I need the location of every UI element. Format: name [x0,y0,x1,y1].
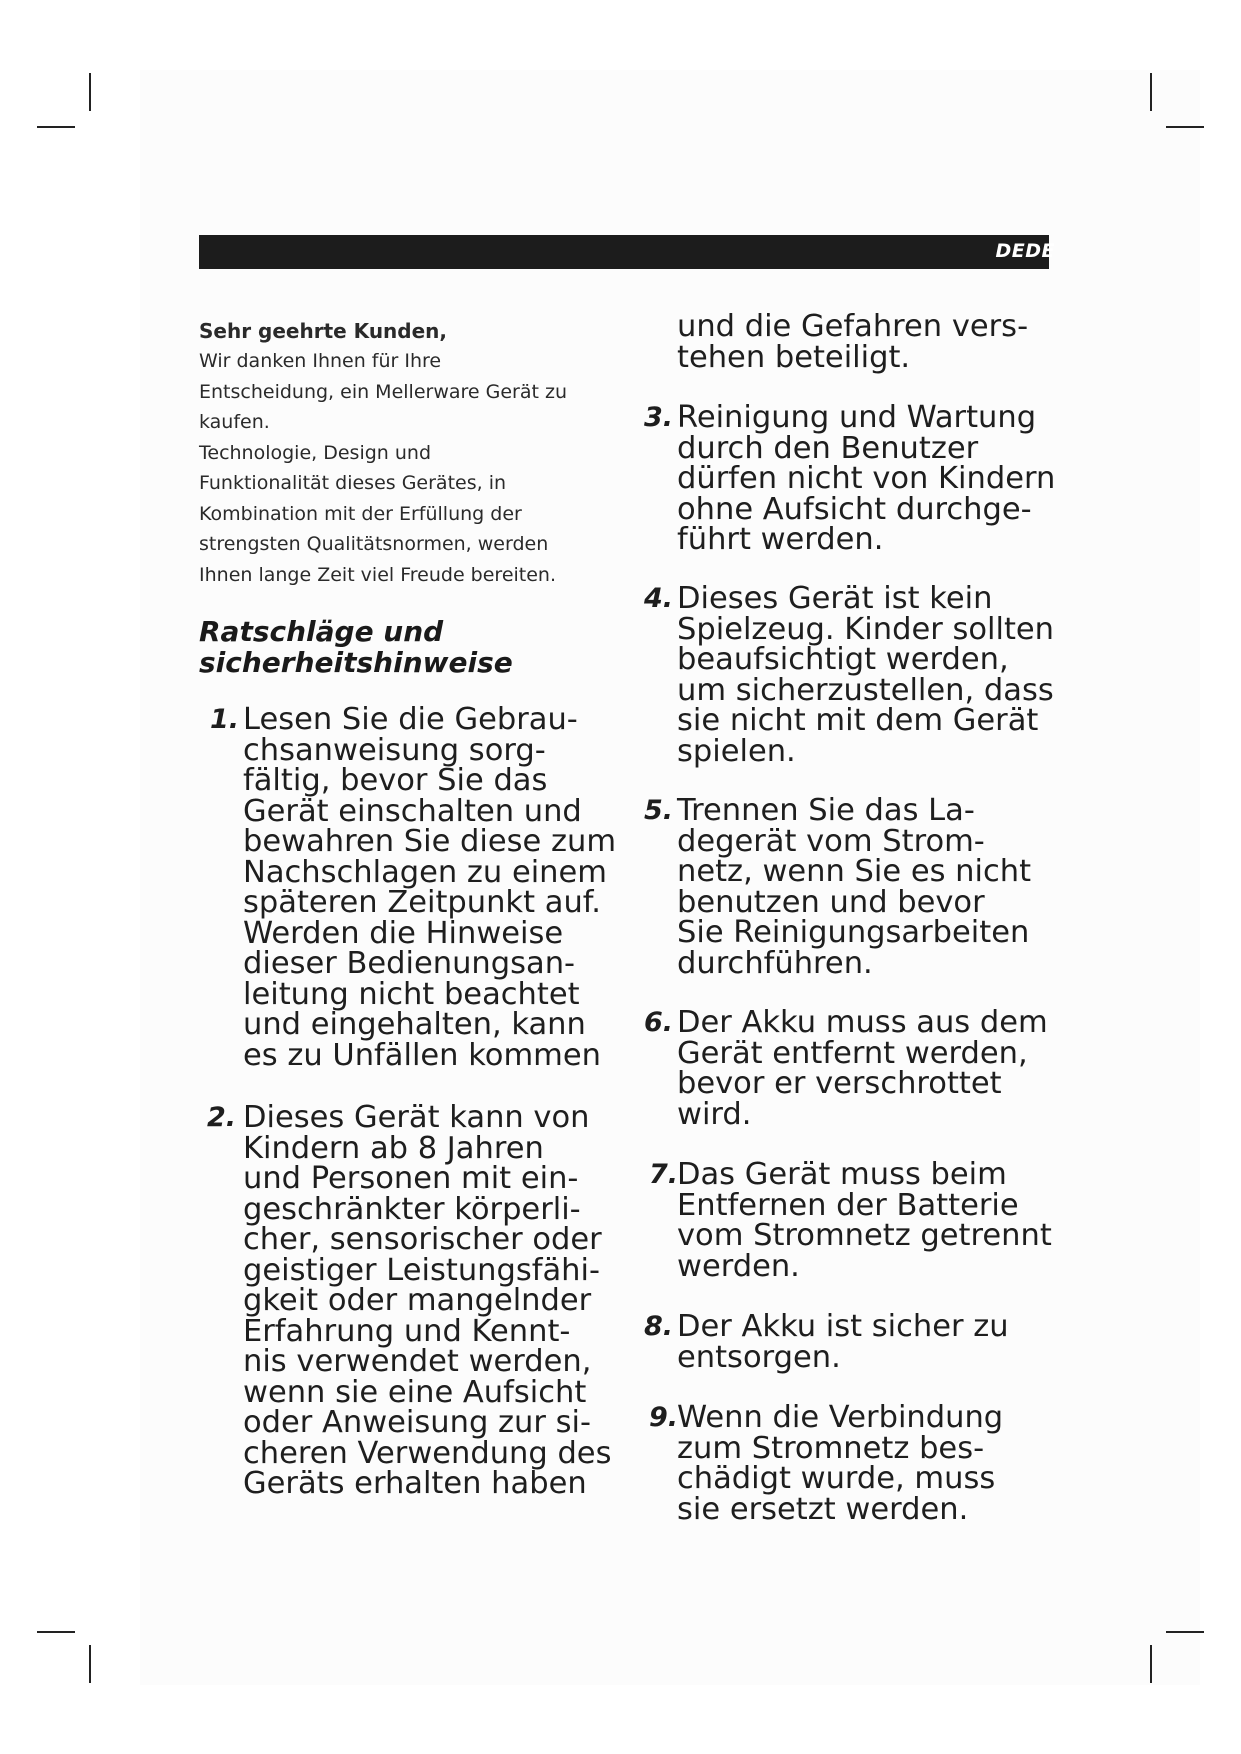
item-line: durchführen. [677,945,873,981]
header-bar [199,235,1055,269]
item-line: wenn sie eine Aufsicht [243,1374,587,1410]
section-title-line: Ratschläge und [199,615,444,648]
item-line: zum Stromnetz bes- [677,1430,985,1466]
item-line: oder Anweisung zur si- [243,1405,591,1440]
item-line: und die Gefahren vers- [677,309,1029,344]
item-line: Sie Reinigungsarbeiten [677,915,1030,950]
item-line: späteren Zeitpunkt auf. [243,885,601,920]
intro-line: Technologie, Design und [199,441,432,464]
item-line: cher, sensorischer oder [243,1222,602,1257]
section-title [199,616,629,678]
item-line: cheren Verwendung des [243,1435,612,1471]
intro-text [199,316,619,590]
item-line: Gerät entfernt werden, [677,1035,1028,1071]
item-line: werden. [677,1248,800,1284]
item-number: 4. [644,583,674,614]
item-line: tehen beteiligt. [677,339,911,375]
item-line: fältig, bevor Sie das [243,763,548,798]
item-line: Entfernen der Batterie [677,1187,1019,1223]
item-line: vom Stromnetz getrennt [677,1218,1052,1253]
item-number: 8. [644,1311,674,1342]
safety-item-3 [644,400,1056,557]
item-line: Gerät einschalten und [243,793,582,829]
item-line: leitung nicht beachtet [243,976,580,1012]
item-number: 6. [644,1007,674,1038]
safety-item-2-continued [677,309,1029,375]
item-line: bewahren Sie diese zum [243,824,617,859]
item-line: Dieses Gerät ist kein [677,581,993,616]
crop-mark-bottom-right-horizontal [1166,1631,1204,1633]
safety-item-9 [649,1400,1004,1527]
item-line: entsorgen. [677,1339,841,1375]
item-line: dieser Bedienungsan- [243,946,576,981]
item-line: Erfahrung und Kennt- [243,1313,571,1349]
item-line: um sicherzustellen, dass [677,672,1054,708]
item-line: Der Akku muss aus dem [677,1005,1048,1040]
item-number: 3. [644,402,674,433]
item-line: benutzen und bevor [677,884,985,920]
item-number: 1. [210,704,240,735]
item-line: Der Akku ist sicher zu [677,1309,1009,1344]
crop-mark-bottom-left-horizontal [37,1631,75,1633]
item-line: sie nicht mit dem Gerät [677,703,1039,738]
item-line: chsanweisung sorg- [243,732,546,768]
item-number: 5. [644,795,674,826]
item-line: Spielzeug. Kinder sollten [677,611,1055,647]
item-line: Das Gerät muss beim [677,1157,1007,1192]
language-code: DEDE [995,240,1055,262]
item-line: es zu Unfällen kommen [243,1037,601,1073]
intro-line: Entscheidung, ein Mellerware Gerät zu [199,380,568,403]
safety-item-6 [644,1005,1048,1132]
crop-mark-top-right-vertical [1150,73,1152,111]
crop-mark-bottom-right-vertical [1150,1645,1152,1683]
item-line: geistiger Leistungsfähi- [243,1252,600,1288]
safety-item-7 [649,1157,1052,1284]
crop-mark-top-left-vertical [89,73,91,111]
item-line: nis verwendet werden, [243,1344,592,1379]
item-line: Reinigung und Wartung [677,400,1037,435]
greeting: Sehr geehrte Kunden, [199,319,448,343]
item-line: degerät vom Strom- [677,823,985,859]
safety-item-4 [644,581,1055,769]
item-line: spielen. [677,733,796,769]
item-number: 9. [649,1402,679,1433]
section-title-line: sicherheitshinweise [199,646,513,679]
item-line: ohne Aufsicht durchge- [677,491,1032,527]
item-line: Kindern ab 8 Jahren [243,1130,544,1166]
item-line: Wenn die Verbindung [677,1400,1004,1435]
item-line: Dieses Gerät kann von [243,1100,590,1135]
intro-line: Ihnen lange Zeit viel Freude bereiten. [199,563,557,586]
crop-mark-top-right-horizontal [1166,126,1204,128]
item-line: geschränkter körperli- [243,1191,581,1227]
intro-line: strengsten Qualitätsnormen, werden [199,533,549,555]
item-line: beaufsichtigt werden, [677,642,1009,677]
safety-item-8 [644,1309,1009,1375]
crop-mark-bottom-left-vertical [89,1645,91,1683]
safety-item-1 [210,702,617,1073]
item-number: 2. [207,1102,237,1133]
item-line: Werden die Hinweise [243,915,564,951]
item-line: Trennen Sie das La- [677,793,975,828]
item-line: Geräts erhalten haben [243,1466,587,1501]
item-line: chädigt wurde, muss [677,1461,996,1496]
item-line: Lesen Sie die Gebrau- [243,702,578,737]
item-line: führt werden. [677,522,884,557]
safety-item-2 [207,1100,612,1501]
item-line: und eingehalten, kann [243,1007,586,1042]
item-line: bevor er verschrottet [677,1066,1002,1101]
item-line: Nachschlagen zu einem [243,854,607,890]
item-line: sie ersetzt werden. [677,1491,969,1527]
item-line: wird. [677,1096,752,1132]
intro-line: Funktionalität dieses Gerätes, in [199,472,507,494]
crop-mark-top-left-horizontal [37,126,75,128]
item-line: gkeit oder mangelnder [243,1283,592,1318]
intro-line: Wir danken Ihnen für Ihre [199,350,442,372]
safety-item-5 [644,793,1032,981]
item-line: durch den Benutzer [677,430,979,466]
item-line: netz, wenn Sie es nicht [677,854,1032,889]
intro-line: kaufen. [199,411,270,433]
item-line: dürfen nicht von Kindern [677,461,1056,496]
item-number: 7. [649,1159,679,1190]
item-line: und Personen mit ein- [243,1161,579,1196]
intro-line: Kombination mit der Erfüllung der [199,502,522,525]
